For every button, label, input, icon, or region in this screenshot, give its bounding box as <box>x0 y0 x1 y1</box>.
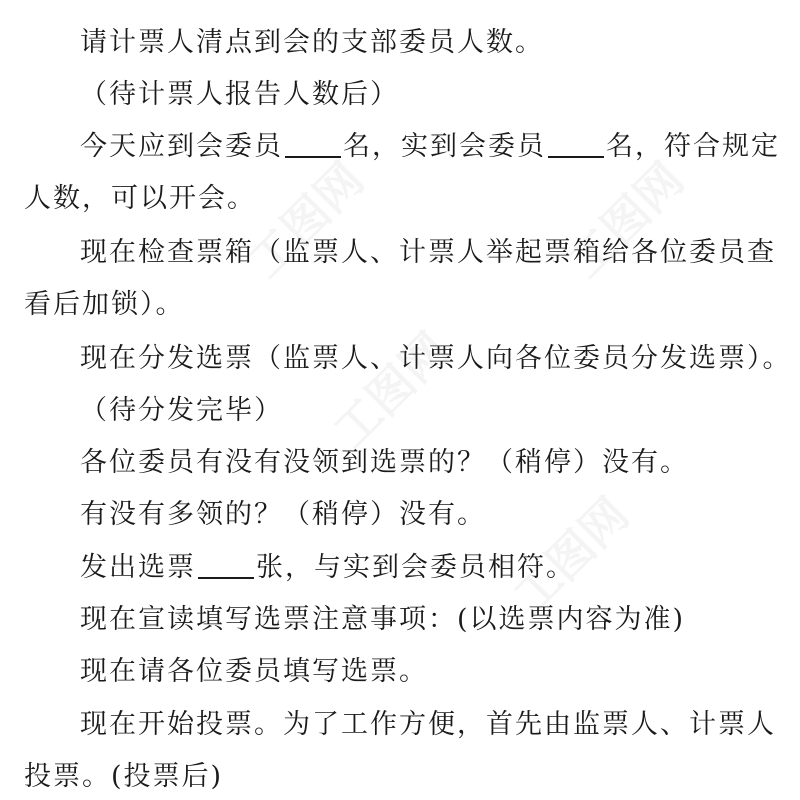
text-segment: 名，符合规定 <box>606 131 780 162</box>
paragraph-line: 现在开始投票。为了工作方便，首先由监票人、计票人 <box>80 709 776 740</box>
paragraph-line: 现在分发选票（监票人、计票人向各位委员分发选票）。 <box>80 343 792 374</box>
fill-in-blank <box>548 132 604 158</box>
paragraph-line <box>80 130 780 164</box>
paragraph-line: 各位委员有没有没领到选票的？（稍停）没有。 <box>80 447 689 478</box>
paragraph-line: 投票。(投票后) <box>24 761 224 792</box>
text-segment: 发出选票 <box>80 552 196 583</box>
watermark: 工图网 <box>503 487 640 624</box>
paragraph-line: 现在请各位委员填写选票。 <box>80 656 428 687</box>
text-segment: 名，实到会委员 <box>343 131 546 162</box>
paragraph-line: （待分发完毕） <box>80 395 283 426</box>
paragraph-line: 现在检查票箱（监票人、计票人举起票箱给各位委员查 <box>80 237 776 268</box>
paragraph-line: 有没有多领的？（稍停）没有。 <box>80 499 486 530</box>
paragraph-line: 看后加锁）。 <box>24 289 185 320</box>
fill-in-blank <box>198 553 254 579</box>
fill-in-blank <box>285 132 341 158</box>
text-segment: 张，与实到会委员相符。 <box>256 552 575 583</box>
paragraph-line: 人数，可以开会。 <box>24 183 256 214</box>
paragraph-line: （待计票人报告人数后） <box>80 79 399 110</box>
paragraph-line: 现在宣读填写选票注意事项：(以选票内容为准) <box>80 604 686 635</box>
text-segment: 今天应到会委员 <box>80 131 283 162</box>
paragraph-line: 请计票人清点到会的支部委员人数。 <box>80 27 544 58</box>
watermark: 工图网 <box>323 322 460 459</box>
watermark: 工图网 <box>558 152 695 289</box>
paragraph-line <box>80 551 575 585</box>
watermark: 工图网 <box>238 152 375 289</box>
